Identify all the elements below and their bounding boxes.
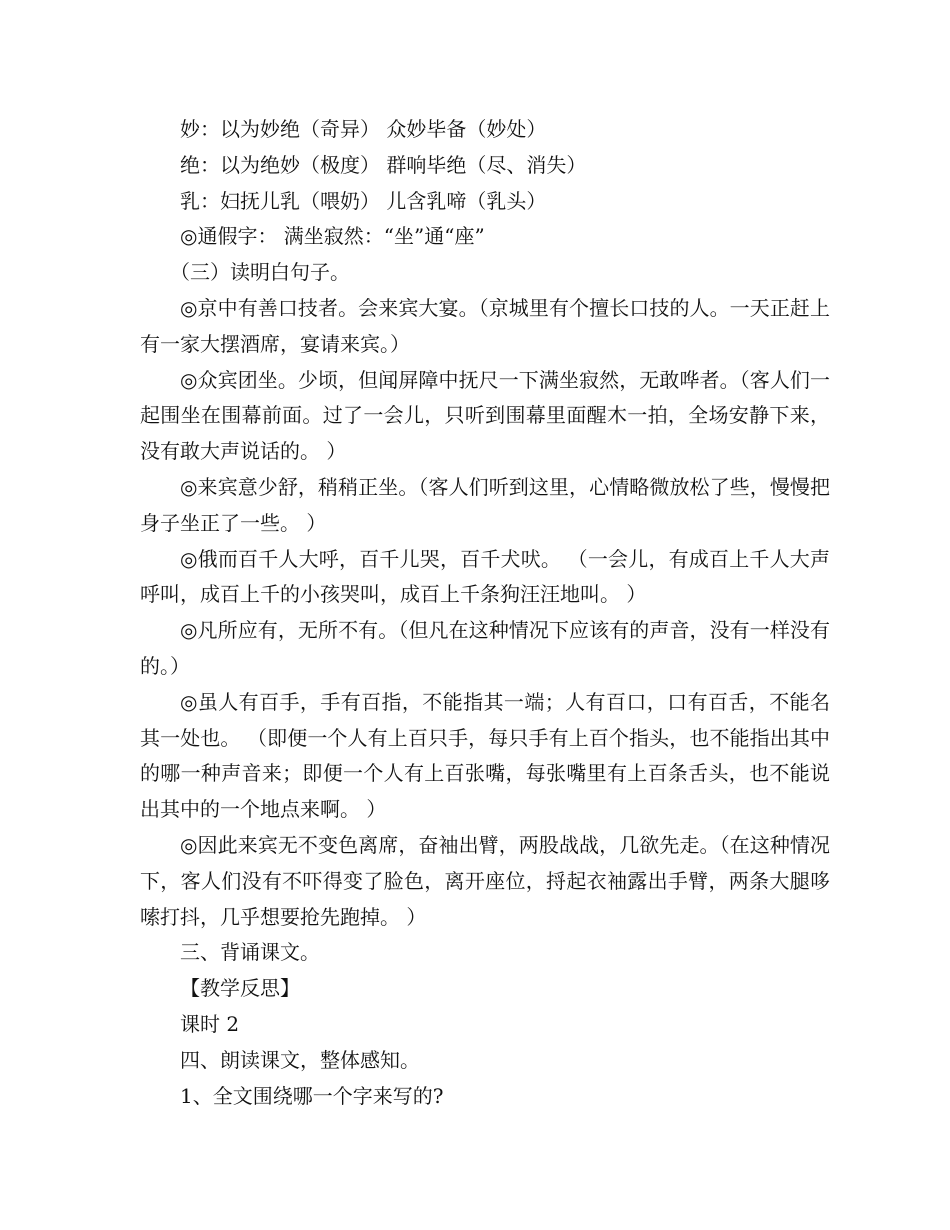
sentence-paragraph: ◎因此来宾无不变色离席，奋袖出臂，两股战战，几欲先走。（在这种情况下，客人们没有不吓得变了脸色，离开座位，捋起衣袖露出手臂，两条大腿哆嗦打抖，几乎想要抢先跑掉。 ） — [140, 832, 830, 929]
sentence-paragraph: ◎众宾团坐。少顷，但闻屏障中抚尺一下满坐寂然，无敢哗者。（客人们一起围坐在围幕前面。过了一会儿，只听到围幕里面醒木一拍，全场安静下来，没有敢大声说话的。 ） — [140, 367, 830, 464]
sentence-paragraph: ◎凡所应有，无所不有。（但凡在这种情况下应该有的声音，没有一样没有的。） — [140, 618, 830, 678]
vocab-line-jue: 绝：以为绝妙（极度） 群响毕绝（尽、消失） — [180, 152, 587, 177]
vocab-line-miao: 妙：以为妙绝（奇异） 众妙毕备（妙处） — [180, 117, 547, 141]
question-line: 1、全文围绕哪一个字来写的? — [180, 1083, 444, 1108]
vocab-line-ru: 乳：妇抚儿乳（喂奶） 儿含乳啼（乳头） — [180, 188, 547, 213]
sentence-paragraph: ◎虽人有百手，手有百指，不能指其一端；人有百口，口有百舌，不能名其一处也。 （即便一个人有上百只手，每只手有上百个指头，也不能指出其中的哪一种声音来；即便一个人有上百张嘴，每张嘴里有上百条舌头，也不能说出其中的一个地点来啊。 ） — [140, 689, 830, 822]
section-heading-recite: 三、背诵课文。 — [180, 940, 320, 965]
section-heading-read-aloud: 四、朗读课文，整体感知。 — [180, 1047, 420, 1072]
sentence-paragraph: ◎京中有善口技者。会来宾大宴。（京城里有个擅长口技的人。一天正赶上有一家大摆酒席，宴请来宾。） — [140, 295, 830, 356]
sentence-paragraph: ◎俄而百千人大呼，百千儿哭，百千犬吠。 （一会儿，有成百上千人大声呼叫，成百上千的小孩哭叫，成百上千条狗汪汪地叫。 ） — [140, 546, 830, 607]
sentence-paragraph: ◎来宾意少舒，稍稍正坐。（客人们听到这里，心情略微放松了些，慢慢把身子坐正了一些。 ） — [140, 474, 830, 535]
section-heading-reflection: 【教学反思】 — [180, 976, 300, 1001]
section-heading-read-sentences: （三）读明白句子。 — [170, 260, 350, 285]
lesson-label: 课时 2 — [180, 1011, 240, 1036]
tongjiazi-line: ◎通假字： 满坐寂然：“坐”通“座” — [180, 224, 485, 249]
document-body — [140, 112, 830, 1114]
